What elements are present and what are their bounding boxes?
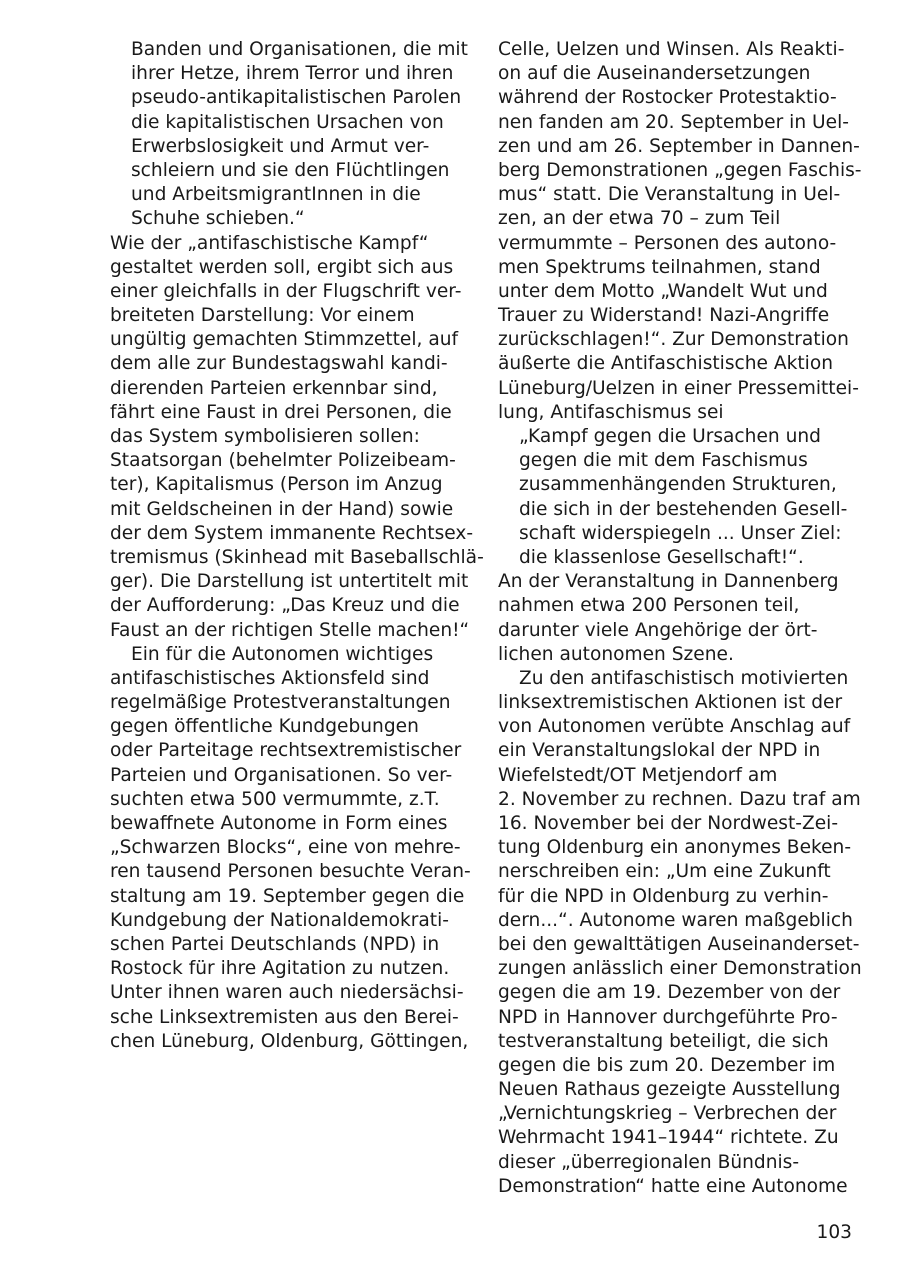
text-line: zen und am 26. September in Dannen- <box>498 135 860 157</box>
text-line: äußerte die Antifaschistische Aktion <box>498 353 833 375</box>
text-line: von Autonomen verübte Anschlag auf <box>498 716 851 738</box>
text-line: gegen die bis zum 20. Dezember im <box>498 1054 836 1076</box>
text-line: gestaltet werden soll, ergibt sich aus <box>110 256 454 278</box>
right-quote-block <box>498 425 858 570</box>
text-line: suchten etwa 500 vermummte, z.T. <box>110 788 440 810</box>
text-line: chen Lüneburg, Oldenburg, Göttingen, <box>110 1030 469 1052</box>
text-line: während der Rostocker Protestaktio- <box>498 87 837 109</box>
right-paragraph-3 <box>498 667 862 1199</box>
text-line: der Aufforderung: „Das Kreuz und die <box>110 595 460 617</box>
text-line: lichen autonomen Szene. <box>498 643 734 665</box>
left-column <box>110 38 484 1054</box>
text-line: bei den gewalttätigen Auseinanderset- <box>498 933 860 955</box>
text-line: Wehrmacht 1941–1944“ richtete. Zu <box>498 1127 839 1149</box>
text-line: die kapitalistischen Ursachen von <box>131 111 444 133</box>
text-line: ungültig gemachten Stimmzettel, auf <box>110 329 459 351</box>
right-column <box>498 38 862 1199</box>
text-line: „Vernichtungskrieg – Verbrechen der <box>498 1103 837 1125</box>
text-line: und ArbeitsmigrantInnen in die <box>131 184 421 206</box>
text-line: sche Linksextremisten aus den Berei- <box>110 1006 459 1028</box>
text-line: Neuen Rathaus gezeigte Ausstellung <box>498 1079 841 1101</box>
text-line: bewaffnete Autonome in Form eines <box>110 813 448 834</box>
text-line: Demonstration“ hatte eine Autonome <box>498 1175 848 1197</box>
text-line: schaft widerspiegeln ... Unser Ziel: <box>519 522 842 544</box>
text-line: An der Veranstaltung in Dannenberg <box>498 571 839 593</box>
text-line: lung, Antifaschismus sei <box>498 401 724 423</box>
text-line: berg Demonstrationen „gegen Faschis- <box>498 159 862 181</box>
right-paragraph-1 <box>498 38 862 425</box>
text-line: oder Parteitage rechtsextremistischer <box>110 740 462 762</box>
text-line: fährt eine Faust in drei Personen, die <box>110 401 452 423</box>
text-line: Schuhe schieben.“ <box>131 208 305 230</box>
text-line: pseudo-antikapitalistischen Parolen <box>131 87 462 109</box>
text-line: Celle, Uelzen und Winsen. Als Reakti- <box>498 39 845 60</box>
text-line: die sich in der bestehenden Gesell- <box>519 498 848 520</box>
text-line: „Kampf gegen die Ursachen und <box>519 426 821 447</box>
text-line: Unter ihnen waren auch niedersächsi- <box>110 982 464 1004</box>
text-line: Faust an der richtigen Stelle machen!“ <box>110 619 470 641</box>
text-line: NPD in Hannover durchgeführte Pro- <box>498 1006 838 1028</box>
text-line: ren tausend Personen besuchte Veran- <box>110 861 471 883</box>
text-line: Banden und Organisationen, die mit <box>131 39 468 60</box>
text-line: schen Partei Deutschlands (NPD) in <box>110 933 440 955</box>
text-line: Kundgebung der Nationaldemokrati- <box>110 909 449 931</box>
text-line: Zu den antifaschistisch motivierten <box>519 667 849 689</box>
left-paragraph-1 <box>110 232 484 643</box>
text-line: zen, an der etwa 70 – zum Teil <box>498 208 781 230</box>
text-line: dierenden Parteien erkennbar sind, <box>110 377 438 399</box>
text-line: unter dem Motto „Wandelt Wut und <box>498 280 828 302</box>
left-quote-block <box>110 38 472 232</box>
text-line: der dem System immanente Rechtsex- <box>110 522 474 544</box>
text-line: Wie der „antifaschistische Kampf“ <box>110 232 429 254</box>
text-line: on auf die Auseinandersetzungen <box>498 63 811 85</box>
text-line: „Schwarzen Blocks“, eine von mehre- <box>110 837 461 859</box>
text-line: die klassenlose Gesellschaft!“. <box>519 546 804 568</box>
text-line: 2. November zu rechnen. Dazu traf am <box>498 788 861 810</box>
text-line: ger). Die Darstellung ist untertitelt mit <box>110 571 469 593</box>
text-line: dieser „überregionalen Bündnis- <box>498 1151 800 1173</box>
text-line: dern...“. Autonome waren maßgeblich <box>498 909 853 931</box>
text-line: Parteien und Organisationen. So ver- <box>110 764 453 786</box>
page-number: 103 <box>816 1222 852 1243</box>
text-line: ter), Kapitalismus (Person im Anzug <box>110 474 443 496</box>
text-line: zusammenhängenden Strukturen, <box>519 474 837 496</box>
text-line: nen fanden am 20. September in Uel- <box>498 111 849 133</box>
text-line: tremismus (Skinhead mit Baseballschlä- <box>110 546 484 568</box>
text-line: Trauer zu Widerstand! Nazi-Angriffe <box>498 305 830 327</box>
text-line: Erwerbslosigkeit und Armut ver- <box>131 135 430 157</box>
right-paragraph-2 <box>498 570 858 667</box>
text-line: zurückschlagen!“. Zur Demonstration <box>498 329 849 351</box>
text-line: breiteten Darstellung: Vor einem <box>110 305 415 327</box>
text-line: linksextremistischen Aktionen ist der <box>498 692 843 714</box>
text-line: zungen anlässlich einer Demonstration <box>498 958 862 980</box>
text-line: tung Oldenburg ein anonymes Beken- <box>498 837 852 859</box>
text-line: nahmen etwa 200 Personen teil, <box>498 595 800 617</box>
left-paragraph-2 <box>110 643 472 1054</box>
text-line: Wiefelstedt/OT Metjendorf am <box>498 764 778 786</box>
text-line: regelmäßige Protestveranstaltungen <box>110 692 451 714</box>
text-line: men Spektrums teilnahmen, stand <box>498 256 821 278</box>
text-line: einer gleichfalls in der Flugschrift ver- <box>110 280 462 302</box>
text-line: Lüneburg/Uelzen in einer Pressemittei- <box>498 377 859 399</box>
text-line: vermummte – Personen des autono- <box>498 232 837 254</box>
text-line: staltung am 19. September gegen die <box>110 885 465 907</box>
text-line: das System symbolisieren sollen: <box>110 426 420 447</box>
text-line: gegen die am 19. Dezember von der <box>498 982 841 1004</box>
text-line: gegen öffentliche Kundgebungen <box>110 716 419 738</box>
text-line: dem alle zur Bundestagswahl kandi- <box>110 353 448 375</box>
text-line: für die NPD in Oldenburg zu verhin- <box>498 885 829 907</box>
text-line: Staatsorgan (behelmter Polizeibeam- <box>110 450 456 472</box>
text-line: darunter viele Angehörige der ört- <box>498 619 818 641</box>
text-line: gegen die mit dem Faschismus <box>519 450 808 472</box>
text-line: Ein für die Autonomen wichtiges <box>131 643 434 665</box>
text-line: antifaschistisches Aktionsfeld sind <box>110 667 430 689</box>
text-line: nerschreiben ein: „Um eine Zukunft <box>498 861 831 883</box>
text-line: 16. November bei der Nordwest-Zei- <box>498 813 839 834</box>
text-line: mit Geldscheinen in der Hand) sowie <box>110 498 454 520</box>
text-line: testveranstaltung beteiligt, die sich <box>498 1030 829 1052</box>
text-line: ein Veranstaltungslokal der NPD in <box>498 740 821 762</box>
text-line: schleiern und sie den Flüchtlingen <box>131 159 450 181</box>
text-line: mus“ statt. Die Veranstaltung in Uel- <box>498 184 841 206</box>
text-line: Rostock für ihre Agitation zu nutzen. <box>110 958 450 980</box>
text-line: ihrer Hetze, ihrem Terror und ihren <box>131 63 454 85</box>
